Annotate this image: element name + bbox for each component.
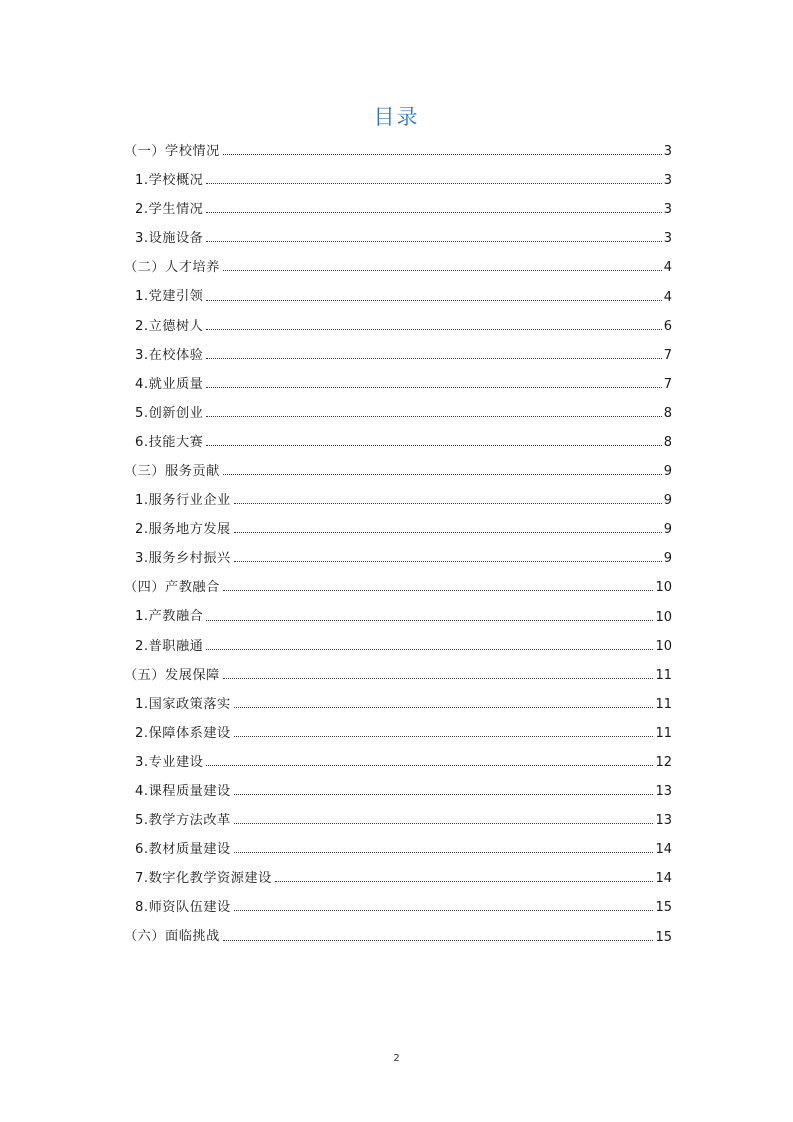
toc-subsection-entry[interactable]: [124, 777, 672, 806]
toc-page-number: 10: [655, 580, 672, 596]
toc-entry-label: （二）人才培养: [124, 260, 220, 276]
toc-subsection-entry[interactable]: [124, 486, 672, 515]
toc-dot-leader: [223, 678, 654, 679]
toc-subsection-entry[interactable]: [124, 224, 672, 253]
toc-subsection-entry[interactable]: [124, 312, 672, 341]
toc-page-number: 3: [663, 173, 672, 189]
toc-entry-label: 7.数字化教学资源建设: [135, 871, 272, 887]
toc-entry-label: 1.产教融合: [135, 609, 204, 625]
toc-entry-label: 4.就业质量: [135, 376, 204, 392]
toc-section-entry[interactable]: [124, 661, 672, 690]
toc-entry-label: 3.设施设备: [135, 231, 204, 247]
toc-entry-label: 3.在校体验: [135, 347, 204, 363]
toc-dot-leader: [206, 329, 661, 330]
toc-page-number: 9: [663, 493, 672, 509]
toc-entry-label: 1.服务行业企业: [135, 493, 231, 509]
toc-subsection-entry[interactable]: [124, 282, 672, 311]
toc-entry-label: 3.服务乡村振兴: [135, 551, 231, 567]
toc-page-number: 3: [663, 202, 672, 218]
toc-entry-label: （五）发展保障: [124, 667, 220, 683]
toc-page-number: 7: [663, 376, 672, 392]
toc-section-entry[interactable]: [124, 137, 672, 166]
toc-entry-label: 2.服务地方发展: [135, 522, 231, 538]
toc-list: [124, 137, 672, 952]
toc-dot-leader: [206, 620, 653, 621]
toc-page-number: 14: [655, 871, 672, 887]
toc-entry-label: 2.保障体系建设: [135, 725, 231, 741]
toc-dot-leader: [275, 881, 654, 882]
toc-page-number: 14: [655, 842, 672, 858]
toc-page-number: 15: [655, 900, 672, 916]
toc-dot-leader: [223, 474, 662, 475]
toc-page-number: 9: [663, 522, 672, 538]
toc-subsection-entry[interactable]: [124, 166, 672, 195]
toc-entry-label: （一）学校情况: [124, 143, 220, 159]
toc-title: 目录: [373, 105, 420, 129]
toc-entry-label: （六）面临挑战: [124, 929, 220, 945]
toc-dot-leader: [206, 445, 661, 446]
toc-dot-leader: [223, 590, 654, 591]
toc-subsection-entry[interactable]: [124, 719, 672, 748]
toc-page-number: 11: [655, 696, 672, 712]
toc-page-number: 11: [655, 725, 672, 741]
toc-page-number: 7: [663, 347, 672, 363]
toc-entry-label: （三）服务贡献: [124, 463, 220, 479]
toc-section-entry[interactable]: [124, 573, 672, 602]
toc-page-number: 8: [663, 434, 672, 450]
toc-subsection-entry[interactable]: [124, 195, 672, 224]
toc-dot-leader: [206, 358, 661, 359]
toc-dot-leader: [234, 794, 654, 795]
toc-dot-leader: [223, 154, 662, 155]
toc-subsection-entry[interactable]: [124, 515, 672, 544]
toc-page-number: 8: [663, 405, 672, 421]
toc-entry-label: 5.教学方法改革: [135, 813, 231, 829]
toc-dot-leader: [206, 212, 661, 213]
toc-entry-label: 2.立德树人: [135, 318, 204, 334]
toc-subsection-entry[interactable]: [124, 399, 672, 428]
toc-page-number: 6: [663, 318, 672, 334]
toc-page-number: 9: [663, 464, 672, 480]
toc-dot-leader: [206, 183, 661, 184]
toc-subsection-entry[interactable]: [124, 893, 672, 922]
toc-dot-leader: [206, 300, 661, 301]
toc-page-number: 13: [655, 784, 672, 800]
toc-entry-label: 1.学校概况: [135, 173, 204, 189]
toc-subsection-entry[interactable]: [124, 370, 672, 399]
toc-page-number: 4: [663, 260, 672, 276]
toc-entry-label: 1.国家政策落实: [135, 696, 231, 712]
toc-dot-leader: [234, 852, 654, 853]
toc-dot-leader: [234, 910, 654, 911]
toc-entry-label: 6.技能大赛: [135, 434, 204, 450]
toc-dot-leader: [206, 649, 653, 650]
toc-section-entry[interactable]: [124, 457, 672, 486]
toc-page-number: 10: [655, 638, 672, 654]
toc-subsection-entry[interactable]: [124, 806, 672, 835]
toc-subsection-entry[interactable]: [124, 544, 672, 573]
toc-page-number: 9: [663, 551, 672, 567]
toc-page-number: 11: [655, 667, 672, 683]
toc-dot-leader: [206, 765, 653, 766]
toc-dot-leader: [234, 823, 654, 824]
toc-section-entry[interactable]: [124, 923, 672, 952]
toc-dot-leader: [234, 561, 662, 562]
toc-subsection-entry[interactable]: [124, 748, 672, 777]
toc-dot-leader: [206, 241, 661, 242]
toc-subsection-entry[interactable]: [124, 690, 672, 719]
toc-entry-label: （四）产教融合: [124, 580, 220, 596]
toc-page-number: 12: [655, 755, 672, 771]
toc-subsection-entry[interactable]: [124, 632, 672, 661]
toc-subsection-entry[interactable]: [124, 864, 672, 893]
toc-dot-leader: [223, 940, 654, 941]
toc-dot-leader: [206, 387, 661, 388]
toc-entry-label: 1.党建引领: [135, 289, 204, 305]
toc-page-number: 15: [655, 929, 672, 945]
toc-dot-leader: [234, 503, 662, 504]
toc-section-entry[interactable]: [124, 253, 672, 282]
toc-page-number: 4: [663, 289, 672, 305]
toc-dot-leader: [234, 707, 654, 708]
toc-dot-leader: [234, 532, 662, 533]
toc-page-number: 3: [663, 231, 672, 247]
toc-entry-label: 6.教材质量建设: [135, 842, 231, 858]
toc-subsection-entry[interactable]: [124, 835, 672, 864]
page-number: 2: [393, 1053, 400, 1064]
toc-dot-leader: [234, 736, 654, 737]
toc-subsection-entry[interactable]: [124, 428, 672, 457]
toc-dot-leader: [206, 416, 661, 417]
toc-entry-label: 3.专业建设: [135, 754, 204, 770]
toc-entry-label: 2.普职融通: [135, 638, 204, 654]
toc-entry-label: 4.课程质量建设: [135, 784, 231, 799]
toc-subsection-entry[interactable]: [124, 341, 672, 370]
toc-entry-label: 8.师资队伍建设: [135, 900, 231, 916]
toc-dot-leader: [223, 270, 662, 271]
toc-page-number: 13: [655, 813, 672, 829]
toc-page-number: 3: [663, 144, 672, 160]
toc-entry-label: 5.创新创业: [135, 405, 204, 421]
toc-page-number: 10: [655, 609, 672, 625]
toc-entry-label: 2.学生情况: [135, 202, 204, 218]
toc-subsection-entry[interactable]: [124, 603, 672, 632]
